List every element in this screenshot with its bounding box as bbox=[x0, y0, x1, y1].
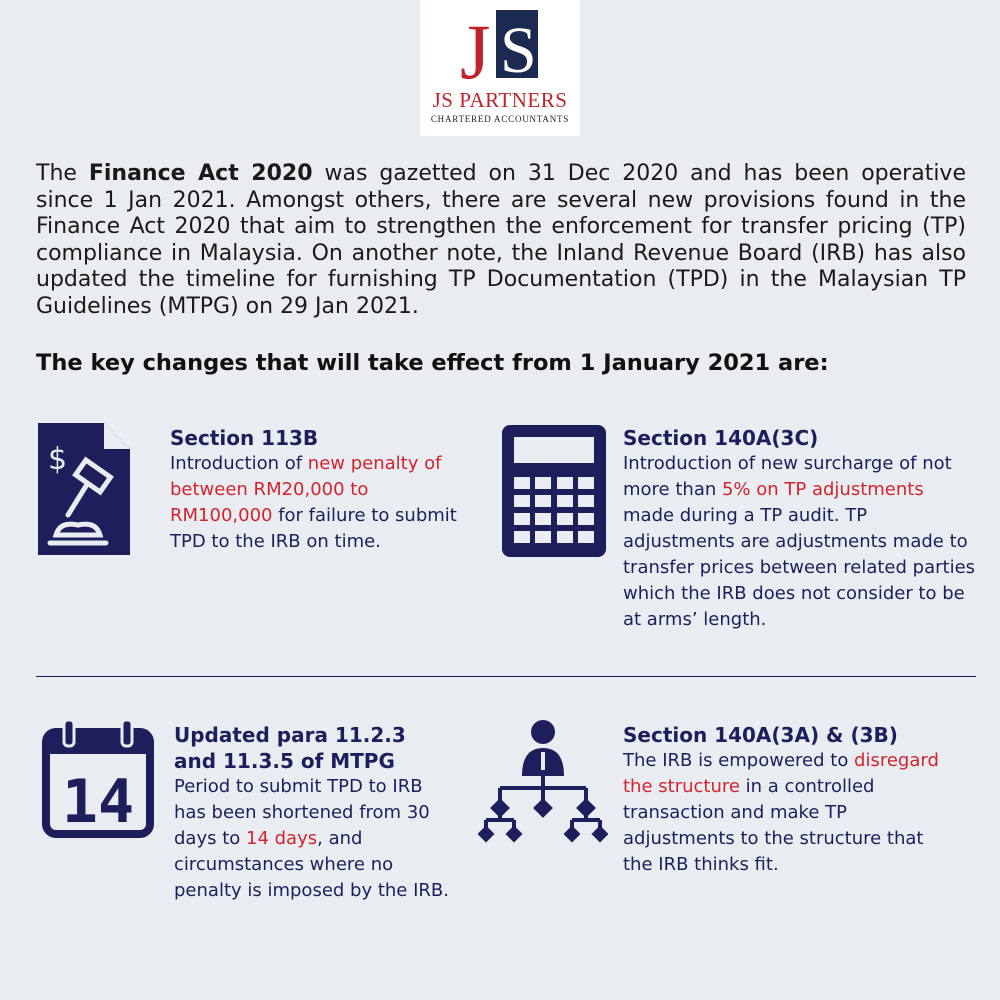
svg-text:14: 14 bbox=[61, 767, 135, 837]
card-title: Updated para 11.2.3 and 11.3.5 of MTPG bbox=[174, 723, 406, 773]
card-title: Section 113B bbox=[170, 426, 319, 450]
card-body-highlight: disregard the structure bbox=[623, 750, 939, 797]
svg-text:$: $ bbox=[48, 442, 68, 477]
card-body-text: made during a TP audit. TP adjustments are adjustments made to transfer prices between related parties which the IRB does not consider to be at arms’ length. bbox=[623, 505, 976, 630]
logo bbox=[420, 0, 580, 136]
card-section-140a-3c bbox=[623, 425, 978, 633]
card-body-text: in a controlled transaction and make TP adjustments to the structure that the IRB thinks fit. bbox=[623, 776, 924, 875]
card-body-text: for failure to submit TPD to the IRB on time. bbox=[170, 505, 457, 552]
intro-bold: Finance Act 2020 bbox=[88, 161, 313, 186]
card-body-text: Introduction of new surcharge of not more than bbox=[623, 453, 952, 500]
card-section-113b bbox=[170, 425, 460, 555]
card-section-140a-3a-3b bbox=[623, 722, 953, 878]
card-body-text: Period to submit TPD to IRB has been shortened from 30 days to bbox=[174, 776, 430, 849]
intro-text-start: The bbox=[36, 161, 89, 186]
svg-text:J: J bbox=[460, 8, 491, 95]
section-divider bbox=[36, 676, 976, 677]
key-changes-heading: The key changes that will take effect from 1 January 2021 are: bbox=[36, 350, 829, 376]
card-body-highlight: 5% on TP adjustments bbox=[721, 479, 924, 500]
calculator-icon bbox=[502, 425, 606, 561]
svg-text:S: S bbox=[500, 14, 537, 87]
logo-name: JS PARTNERS bbox=[432, 88, 568, 112]
calendar-icon bbox=[42, 720, 154, 842]
org-structure-icon bbox=[478, 718, 608, 848]
card-updated-para bbox=[174, 722, 454, 904]
card-body bbox=[623, 451, 978, 633]
intro-text-rest: was gazetted on 31 Dec 2020 and has been operative since 1 Jan 2021. Amongst others, there are several new provisions found in the Finance Act 2020 that aim to strengthen the enforcement for transfer pricing (TP) compliance in Malaysia. On another note, the Inland Revenue Board (IRB) has also updated the timeline for furnishing TP Documentation (TPD) in the Malaysian TP Guidelines (MTPG) on 29 Jan 2021. bbox=[36, 161, 966, 319]
intro-paragraph bbox=[36, 161, 966, 321]
card-body bbox=[174, 774, 454, 904]
card-body bbox=[170, 451, 460, 555]
card-body-text: , and circumstances where no penalty is imposed by the IRB. bbox=[174, 828, 449, 901]
card-body bbox=[623, 748, 953, 878]
card-body-highlight: new penalty of between RM20,000 to RM100,000 bbox=[170, 453, 442, 526]
card-title: Section 140A(3C) bbox=[623, 426, 819, 450]
card-body-text: The IRB is empowered to bbox=[623, 750, 855, 771]
card-title: Section 140A(3A) & (3B) bbox=[623, 723, 898, 747]
card-body-highlight: 14 days bbox=[246, 828, 318, 849]
card-body-text: Introduction of bbox=[170, 453, 308, 474]
document-gavel-icon bbox=[38, 423, 130, 559]
logo-subtitle: CHARTERED ACCOUNTANTS bbox=[430, 114, 570, 124]
